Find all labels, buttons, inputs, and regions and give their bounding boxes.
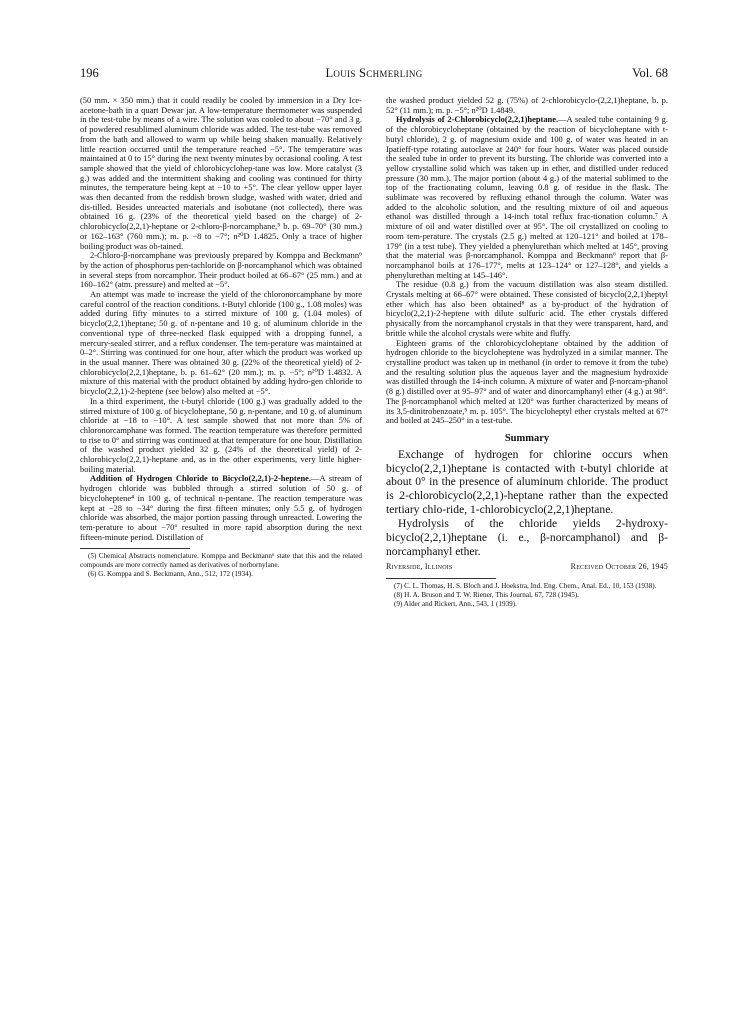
hydrolysis-section xyxy=(386,115,668,280)
page-number: 196 xyxy=(80,66,99,80)
section-heading: Hydrolysis of 2-Chlorobicyclo(2,2,1)heptane. xyxy=(396,114,559,125)
summary-block xyxy=(386,448,668,559)
addition-section xyxy=(80,474,362,542)
body-paragraph: the washed product yielded 52 g. (75%) of 2-chlorobicyclo-(2,2,1)heptane, b. p. 52° (11 mm.); m. p. −5°; n²⁰D 1.4849. xyxy=(386,95,668,115)
received-date: Received October 26, 1945 xyxy=(570,561,668,571)
affiliation-line xyxy=(386,562,668,572)
volume-label: Vol. 68 xyxy=(632,66,668,80)
right-column xyxy=(386,96,668,609)
footnotes-right xyxy=(386,582,668,609)
body-paragraph: 2-Chloro-β-norcamphane was previously prepared by Komppa and Beckmann⁶ by the action of phosphorus pen-tachloride on β-norcamphanol which was obtained in several steps from norcamphor. Their product boiled at 66–67° (25 mm.) and at 160–162° (atm. pressure) and melted at −5°. xyxy=(80,250,362,290)
body-paragraph: The residue (0.8 g.) from the vacuum distillation was also steam distilled. Crystals melting at 66–67° were obtained. These consisted of bicyclo(2,2,1)heptyl ether which has also been obtained⁸ as a by-product of the hydration of bicyclo(2,2,1)-2-heptene with dilute sulfuric acid. The ether crystals differed physically from the norcamphanol crystals in that they were transparent, hard, and brittle while the alcohol crystals were white and fluffy. xyxy=(386,279,668,338)
left-column xyxy=(80,96,362,579)
summary-paragraph: Hydrolysis of the chloride yields 2-hydroxy-bicyclo(2,2,1)heptane (i. e., β-norcamphanol) and β-norcamphanyl ether. xyxy=(386,517,668,558)
summary-heading: Summary xyxy=(504,432,550,444)
body-paragraph: An attempt was made to increase the yield of the chloronorcamphane by more careful control of the reaction conditions. t-Butyl chloride (100 g., 1.08 moles) was added during fifty minutes to a stirred mixture of 100 g. (1.04 moles) of bicyclo(2,2,1)heptane; 50 g. of n-pentane and 10 g. of aluminum chloride in the conventional type of three-necked flask equipped with a dropping funnel, a mercury-sealed stirrer, and a reflux condenser. The tem-perature was maintained at 0–2°. Stirring was continued for one hour, after which the product was worked up in the usual manner. There was obtained 30 g. (22% of the theoretical yield) of 2-chlorobicyclo(2,2,1)heptane, b. p. 61–62° (20 mm.); m. p. −5°; n²⁰D 1.4832. A mixture of this material with the product obtained by adding hydro-gen chloride to bicyclo(2,2,1)-2-heptene (see below) also melted at −5°. xyxy=(80,289,362,397)
section-text: —A sealed tube containing 9 g. of the chlorobicycloheptane (obtained by the reaction of bicycloheptane with t-butyl chloride), 2 g. of magnesium oxide and 100 g. of water was heated in an Ipatieff-type rotating autoclave at 240° for four hours. Water was placed outside the sealed tube in order to prevent its bursting. The chloride was converted into a yellow crystalline solid which was taken up in ether, and distilled under reduced pressure (30 mm.). The major portion (about 4 g.) of the material sublimed to the top of the fractionating column, leaving 0.8 g. of residue in the flask. The sublimate was recovered by refluxing ethanol through the column. Water was added to the alcoholic solution, and the resulting mixture of oil and aqueous ethanol was distilled through a 14-inch total reflux frac-tionation column.⁷ A mixture of oil and water distilled over at 95°. The oil crystallized on cooling to room tem-perature. The crystals (2.5 g.) melted at 120–121° and boiled at 178–179° (in a test tube). They yielded a phenylurethan which melted at 145°, proving that the material was β-norcamphanol. Komppa and Beckmann⁶ report that β-norcamphanol boils at 176–177°, melts at 123–124° or 127–128°, and yields a phenylurethan melting at 145–146°. xyxy=(386,114,668,280)
section-text: —A stream of hydrogen chloride was bubbled through a stirred solution of 50 g. of bicycloheptene⁴ in 100 g. of technical n-pentane. The reaction temperature was kept at −28 to −34° during the first fifteen minutes; only 5.5 g. of hydrogen chloride was absorbed, the major portion passing through unreacted. Lowering the tem-perature to about −70° resulted in more rapid absorption during the next fifteen-minute period. Distillation of xyxy=(80,473,362,542)
section-heading: Addition of Hydrogen Chloride to Bicyclo(2,2,1)-2-heptene. xyxy=(90,473,312,484)
summary-paragraph: Exchange of hydrogen for chlorine occurs when bicyclo(2,2,1)heptane is contacted with t-butyl chloride at about 0° in the presence of aluminum chloride. The product is 2-chlorobicyclo(2,2,1)-heptane rather than the expected tertiary chlo-ride, 1-chlorobicyclo(2,2,1)heptane. xyxy=(386,447,668,517)
footnote: (7) C. L. Thomas, H. S. Bloch and J. Hoekstra, Ind. Eng. Chem., Anal. Ed., 10, 153 (1938). xyxy=(394,581,657,590)
footnote-divider xyxy=(386,578,496,579)
running-author: Louis Schmerling xyxy=(325,66,423,80)
footnote: (8) H. A. Bruson and T. W. Riener, This Journal, 67, 728 (1945). xyxy=(394,590,579,599)
footnote: (5) Chemical Abstracts nomenclature. Komppa and Beckmann⁶ state that this and the related compounds are more correctly named as derivatives of norbornylane. xyxy=(80,552,362,570)
body-paragraph: Eighteen grams of the chlorobicycloheptane obtained by the addition of hydrogen chloride to the bicycloheptene was hydrolyzed in a similar manner. The crystalline product was taken up in methanol (in order to remove it from the tube) and the resulting solution plus the aqueous layer and the magnesium hydroxide was distilled through the 14-inch column. A mixture of water and β-norcam-phanol (8 g.) distilled over at 95–97° and of water and dinorcamphanyl ether (4 g.) at 98°. The β-norcamphanol which melted at 120° was further characterized by means of its 3,5-dinitrobenzoate,⁹ m. p. 105°. The bicycloheptyl ether crystals melted at 67° and boiled at 245–250° in a test-tube. xyxy=(386,337,668,426)
body-paragraph: (50 mm. × 350 mm.) that it could readily be cooled by immersion in a Dry Ice-acetone-bath in a quart Dewar jar. A low-temperature thermometer was suspended in the test-tube by means of a wire. The solution was cooled to about −70° and 3 g. of powdered resublimed aluminum chloride was added. The test-tube was removed from the bath and allowed to warm up while being shaken manually. Relatively little reaction occurred until the temperature reached −5°. The temperature was maintained at 0 to 15° during the next twenty minutes by occasional cooling. A test sample showed that the yield of chlorobicyclohep-tane was low. More catalyst (3 g.) was added and the intermittent shaking and cooling was continued for thirty minutes, the temperature being kept at −10 to +5°. The clear yellow upper layer was then decanted from the reddish brown sludge, washed with water, dried and dis-tilled. Besides unreacted materials and isobutane (not collected), there was obtained 16 g. (23% of the theoretical yield based on the charge) of 2-chlorobicyclo(2,2,1)-heptane or 2-chloro-β-norcamphane,⁵ b. p. 69–70° (30 mm.) or 162–163° (760 mm.); m. p. −8 to −7°; n²⁰D 1.4825. Only a trace of higher boiling product was ob-tained. xyxy=(80,95,362,251)
footnotes-left xyxy=(80,552,362,579)
footnote: (6) G. Komppa and S. Beckmann, Ann., 512, 172 (1934). xyxy=(88,570,253,579)
footnote: (9) Alder and Rickert, Ann., 543, 1 (1939). xyxy=(394,599,517,608)
footnote-divider xyxy=(80,548,190,549)
body-paragraph: In a third experiment, the t-butyl chloride (100 g.) was gradually added to the stirred mixture of 100 g. of bicycloheptane, 50 g. n-pentane, and 10 g. of aluminum chloride at −18 to −10°. A test sample showed that not more than 5% of chloronorcamphane was formed. The reaction temperature was therefore permitted to rise to 0° and stirring was continued at that temperature for one hour. Distillation of the washed product yielded 32 g. (24% of the theoretical yield) of 2-chlorobicyclo(2,2,1)-heptane and, as in the other experiments, very little higher-boiling material. xyxy=(80,395,362,474)
page-header xyxy=(80,66,668,82)
location: Riverside, Illinois xyxy=(386,561,453,571)
